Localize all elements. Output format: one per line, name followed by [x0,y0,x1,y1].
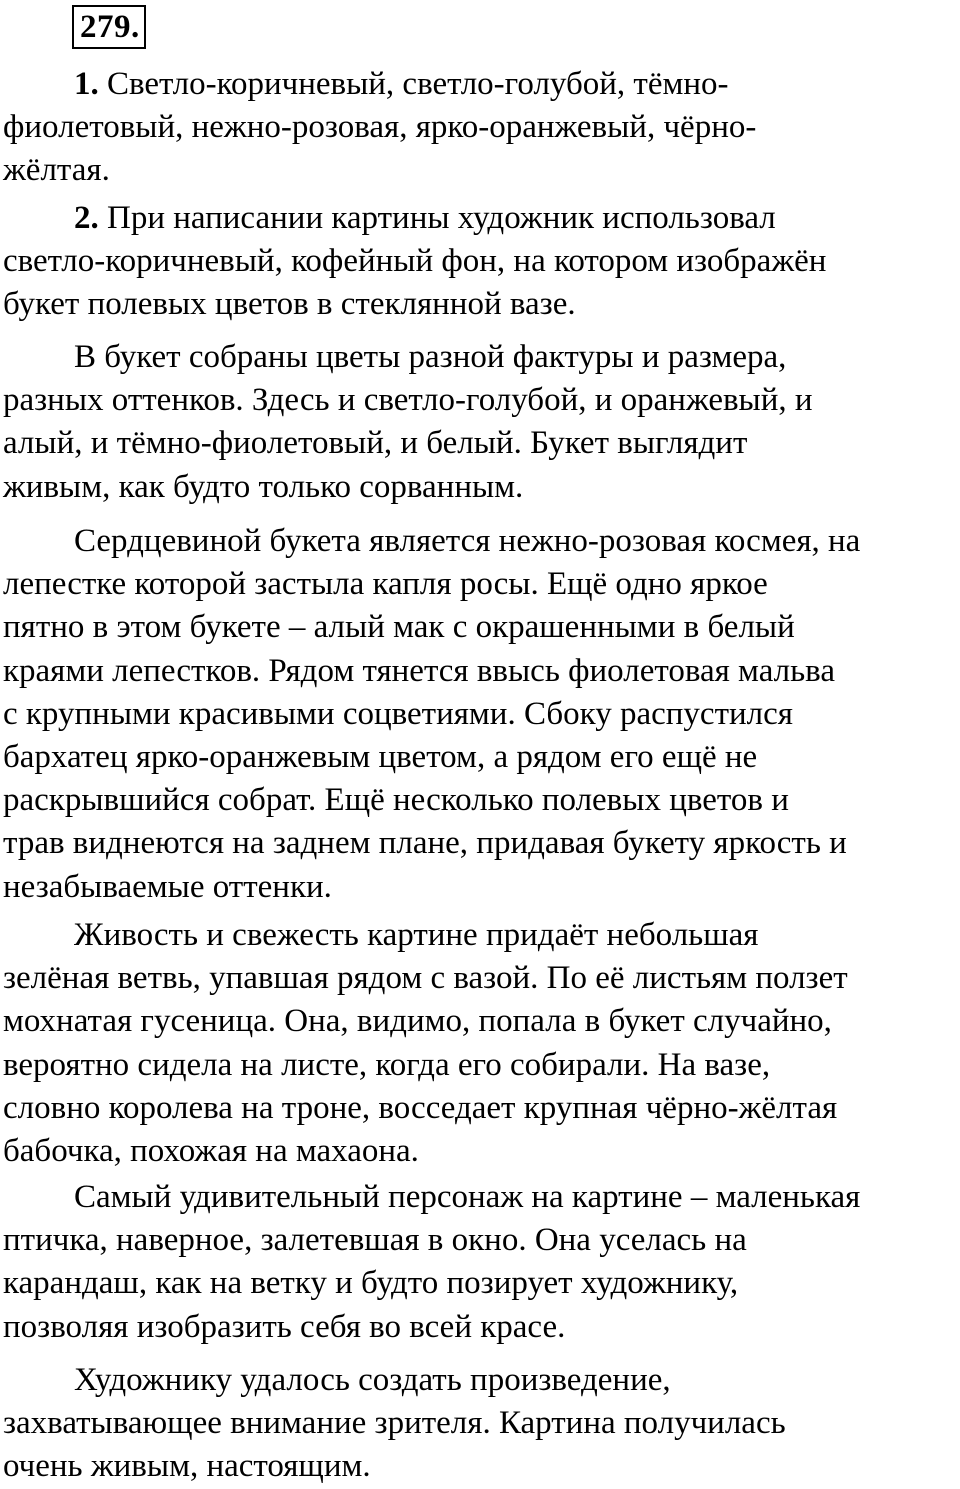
text-line: жёлтая. [3,152,110,189]
exercise-number-box: 279. [72,5,146,49]
text-line: Сердцевиной букета является нежно-розовая космея, на [74,523,861,559]
text-line: разных оттенков. Здесь и светло-голубой, и оранжевый, и [3,382,813,419]
text-line: словно королева на троне, восседает крупная чёрно-жёлтая [3,1089,838,1126]
text-line: незабываемые оттенки. [3,868,332,905]
core-paragraph [3,520,960,909]
bouquet-paragraph [3,336,960,509]
text-span: Светло-коричневый, светло-голубой, тёмно- [107,66,729,102]
text-line: фиолетовый, нежно-розовая, ярко-оранжевый, чёрно- [3,109,757,146]
text-line: с крупными красивыми соцветиями. Сбоку распустился [3,695,793,732]
text-span: При написании картины художник использовал [107,200,776,236]
text-line [3,197,960,240]
conclusion-paragraph [3,1359,960,1489]
text-line: бархатец ярко-оранжевым цветом, а рядом его ещё не [3,739,758,776]
text-line: птичка, наверное, залетевшая в окно. Она уселась на [3,1222,747,1259]
text-line: захватывающее внимание зрителя. Картина получилась [3,1405,786,1442]
text-line: Живость и свежесть картине придаёт небольшая [74,917,759,953]
text-line: вероятно сидела на листе, когда его собирали. На вазе, [3,1046,771,1083]
text-line: пятно в этом букете – алый мак с окрашенными в белый [3,609,795,646]
item-number: 2. [74,200,99,236]
text-line: бабочка, похожая на махаона. [3,1133,419,1170]
liveliness-paragraph [3,914,960,1173]
text-line: мохнатая гусеница. Она, видимо, попала в букет случайно, [3,1003,832,1040]
text-line: алый, и тёмно-фиолетовый, и белый. Букет выглядит [3,425,748,462]
answer-2-paragraph [3,197,960,327]
item-number: 1. [74,66,99,102]
text-line [3,63,960,106]
text-line: светло-коричневый, кофейный фон, на котором изображён [3,243,827,280]
bird-paragraph [3,1176,960,1349]
text-line: лепестке которой застыла капля росы. Ещё одно яркое [3,566,768,603]
text-line: позволяя изобразить себя во всей красе. [3,1308,566,1345]
text-line: живым, как будто только сорванным. [3,468,524,505]
text-line: трав виднеются на заднем плане, придавая букету яркость и [3,825,847,862]
text-line: очень живым, настоящим. [3,1448,371,1485]
text-line: букет полевых цветов в стеклянной вазе. [3,286,576,323]
text-line: Художнику удалось создать произведение, [74,1362,671,1398]
text-line: краями лепестков. Рядом тянется ввысь фиолетовая мальва [3,652,835,689]
text-line: зелёная ветвь, упавшая рядом с вазой. По её листьям ползет [3,960,848,997]
text-line: В букет собраны цветы разной фактуры и размера, [74,339,787,375]
text-line: карандаш, как на ветку и будто позирует художнику, [3,1265,739,1302]
answer-1-paragraph [3,63,960,193]
text-line: раскрывшийся собрат. Ещё несколько полевых цветов и [3,782,789,819]
text-line: Самый удивительный персонаж на картине – маленькая [74,1179,861,1215]
